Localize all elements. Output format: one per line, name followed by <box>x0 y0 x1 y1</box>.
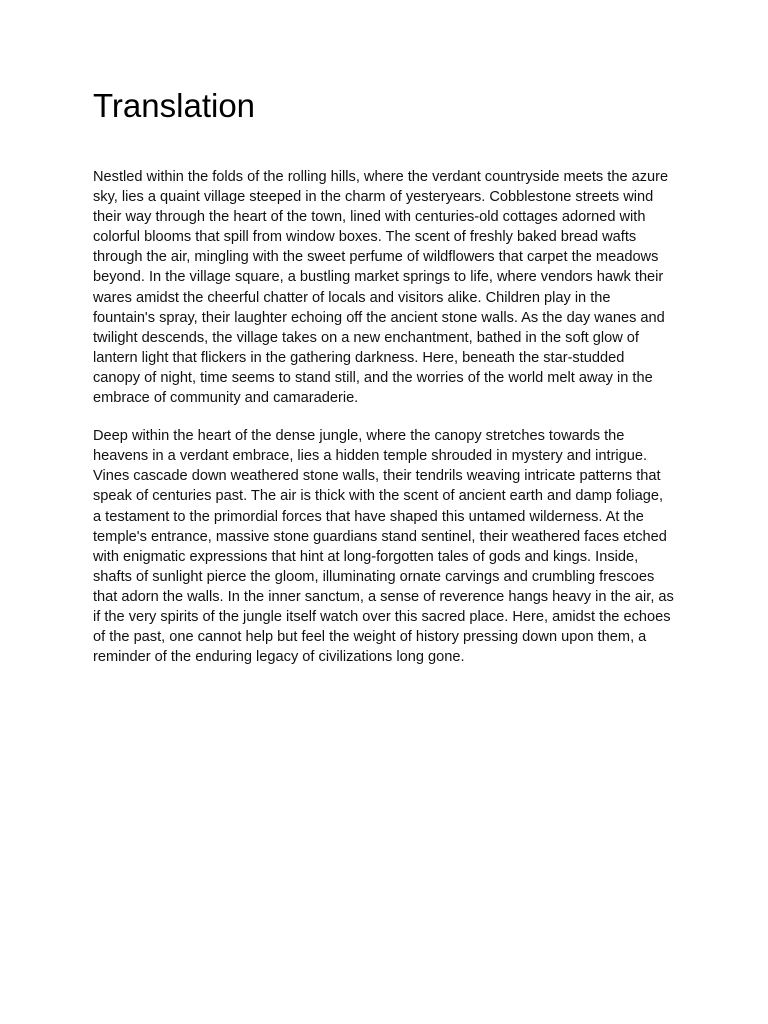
paragraph-village: Nestled within the folds of the rolling hills, where the verdant countryside meets the azure sky, lies a quaint village steeped in the charm of yesteryears. Cobblestone streets wind their way through the heart of the town, lined with centuries-old cottages adorned with colorful blooms that spill from window boxes. The scent of freshly baked bread wafts through the air, mingling with the sweet perfume of wildflowers that carpet the meadows beyond. In the village square, a bustling market springs to life, where vendors hawk their wares amidst the cheerful chatter of locals and visitors alike. Children play in the fountain's spray, their laughter echoing off the ancient stone walls. As the day wanes and twilight descends, the village takes on a new enchantment, bathed in the soft glow of lantern light that flickers in the gathering darkness. Here, beneath the star-studded canopy of night, time seems to stand still, and the worries of the world melt away in the embrace of community and camaraderie. <box>93 169 669 407</box>
paragraph-jungle-temple: Deep within the heart of the dense jungle, where the canopy stretches towards the heavens in a verdant embrace, lies a hidden temple shrouded in mystery and intrigue. Vines cascade down weathered stone walls, their tendrils weaving intricate patterns that speak of centuries past. The air is thick with the scent of ancient earth and damp foliage, a testament to the primordial forces that have shaped this untamed wilderness. At the temple's entrance, massive stone guardians stand sentinel, their weathered faces etched with enigmatic expressions that hint at long-forgotten tales of gods and kings. Inside, shafts of sunlight pierce the gloom, illuminating ornate carvings and crumbling frescoes that adorn the walls. In the inner sanctum, a sense of reverence hangs heavy in the air, as if the very spirits of the jungle itself watch over this sacred place. Here, amidst the echoes of the past, one cannot help but feel the weight of history pressing down upon them, a reminder of the enduring legacy of civilizations long gone. <box>93 428 674 666</box>
page-title: Translation <box>93 87 256 124</box>
document-body <box>93 167 675 685</box>
